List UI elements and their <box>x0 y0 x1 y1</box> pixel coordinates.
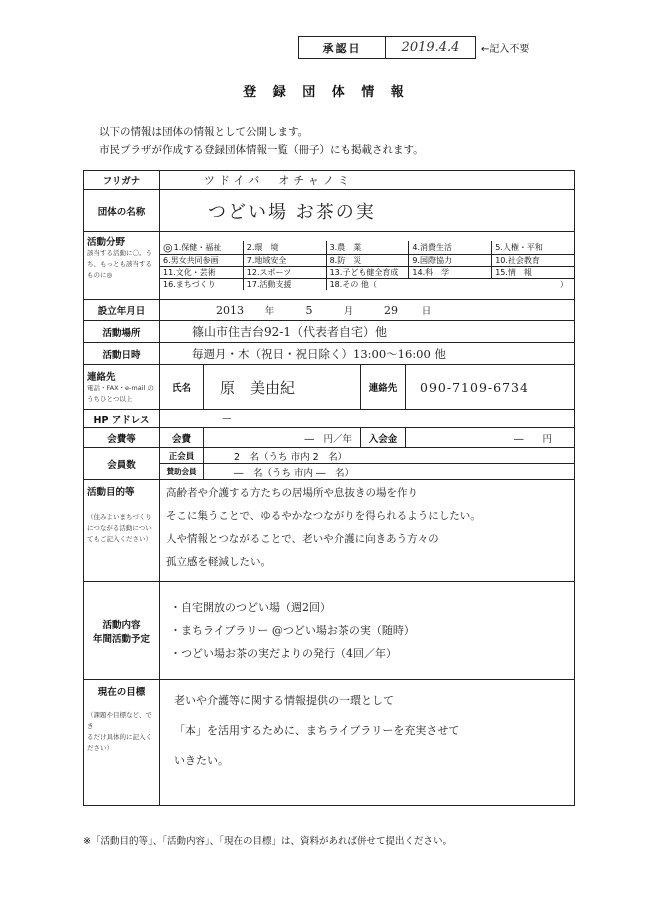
hp-value[interactable]: — <box>160 410 575 428</box>
selected-mark: ◎ <box>163 241 173 254</box>
fields-label: 活動分野 <box>87 237 126 248</box>
fields-note-1: 該当する活動に〇。う <box>87 249 152 257</box>
entry-fee-value[interactable]: ― 円 <box>406 428 575 448</box>
goal-label-cell <box>84 680 160 806</box>
purpose-note-3: てもご記入ください） <box>87 535 152 543</box>
intro-line-2: 市民プラザが作成する登録団体情報一覧（冊子）にも掲載されます。 <box>99 144 424 156</box>
support-member-label: 賛助会員 <box>160 464 204 480</box>
field-option-2[interactable]: 2.環 境 <box>243 241 326 255</box>
founded-value[interactable]: 2013 年 5 月 29 日 <box>160 300 575 321</box>
activity-label-cell <box>84 582 160 680</box>
purpose-label-cell <box>84 480 160 582</box>
person-name-label: 氏名 <box>160 365 204 410</box>
activity-label: 活動内容 <box>102 619 141 631</box>
place-label: 活動場所 <box>84 321 160 343</box>
registration-form-table <box>83 170 575 806</box>
contact-note-2: うちひとつ以上 <box>87 395 133 403</box>
field-option-10[interactable]: 10.社会教育 <box>491 255 574 267</box>
footer-note: ※「活動目的等」、「活動内容」、「現在の目標」は、資料があれば併せて提出ください。 <box>83 836 452 847</box>
purpose-note-1: （住みよいまちづくり <box>87 513 152 521</box>
intro-line-1: 以下の情報は団体の情報として公開します。 <box>99 126 309 138</box>
goal-note-2: るだけ具体的に記入く <box>87 733 152 741</box>
person-name-value[interactable]: 原 美由紀 <box>204 365 361 410</box>
founded-label: 設立年月日 <box>84 300 160 321</box>
approval-date-value: 2019.4.4 <box>401 40 460 55</box>
field-option-5[interactable]: 5.人権・平和 <box>491 241 574 255</box>
contact-label: 連絡先 <box>87 372 116 383</box>
hp-label: HP アドレス <box>84 410 160 428</box>
members-label: 会員数 <box>84 448 160 480</box>
field-option-18-other[interactable]: 18.その 他（ ） <box>326 279 574 290</box>
field-option-13[interactable]: 13.子ども健全育成 <box>326 267 409 279</box>
purpose-label: 活動目的等 <box>87 487 135 498</box>
field-option-16[interactable]: 16.まちづくり <box>163 280 216 289</box>
field-option-4[interactable]: 4.消費生活 <box>408 241 491 255</box>
page-title: 登 録 団 体 情 報 <box>243 85 410 100</box>
entry-fee-label: 入会金 <box>361 428 406 448</box>
fields-grid-cell <box>160 232 575 300</box>
regular-member-value[interactable]: 2 名（うち 市内 2 名） <box>204 448 575 464</box>
goal-label: 現在の目標 <box>97 687 146 698</box>
annual-plan-label: 年間活動予定 <box>92 633 150 645</box>
field-option-6[interactable]: 6.男女共同参画 <box>160 255 243 267</box>
furigana-label: フリガナ <box>84 171 160 190</box>
purpose-text[interactable]: 高齢者や介護する方たちの居場所や息抜きの場を作り そこに集うことで、ゆるやかなつながりを得られるようにしたい。 人や情報とつながることで、老いや介護に向きあう方々の 孤立感を軽減したい。 <box>160 480 575 582</box>
datetime-label: 活動日時 <box>84 343 160 365</box>
field-option-7[interactable]: 7.地域安全 <box>243 255 326 267</box>
approval-date-box <box>298 36 476 59</box>
contact-label-cell <box>84 365 160 410</box>
phone-value[interactable]: 090-7109-6734 <box>406 365 575 410</box>
place-value[interactable]: 篠山市住吉台92-1（代表者自宅）他 <box>160 321 575 343</box>
goal-text[interactable]: 老いや介護等に関する情報提供の一環として 「本」を活用するために、まちライブラリーを充実させて いきたい。 <box>160 680 575 806</box>
fee-sub-label: 会費 <box>160 428 204 448</box>
datetime-value[interactable]: 毎週月・木（祝日・祝日除く）13:00〜16:00 他 <box>160 343 575 365</box>
field-option-9[interactable]: 9.国際協力 <box>408 255 491 267</box>
phone-label: 連絡先 <box>361 365 406 410</box>
approval-date-label: 承認日 <box>299 37 386 58</box>
furigana-value[interactable]: ツドイバ オチャノミ <box>160 171 575 190</box>
fields-note-3: ものに◎ <box>87 271 113 279</box>
org-name-label: 団体の名称 <box>84 190 160 232</box>
fields-grid <box>160 241 574 290</box>
regular-member-label: 正会員 <box>160 448 204 464</box>
no-entry-note: ←記入不要 <box>481 44 530 55</box>
activity-text[interactable]: ・自宅開放のつどい場（週2回） ・まちライブラリー @つどい場お茶の実（随時） ・つどい場お茶の実だよりの発行（4回／年） <box>160 582 575 680</box>
support-member-value[interactable]: ― 名（うち 市内 ― 名） <box>204 464 575 480</box>
field-option-1[interactable]: ◎ 1.保健・福祉 <box>160 241 243 255</box>
purpose-note-2: につながる活動につい <box>87 524 152 532</box>
goal-note-3: ださい） <box>87 744 113 752</box>
field-option-12[interactable]: 12.スポーツ <box>243 267 326 279</box>
field-option-8[interactable]: 8.防 災 <box>326 255 409 267</box>
fields-label-cell <box>84 232 160 300</box>
field-option-11[interactable]: 11.文化・芸術 <box>160 267 243 279</box>
field-option-15[interactable]: 15.情 報 <box>491 267 574 279</box>
field-option-3[interactable]: 3.農 業 <box>326 241 409 255</box>
goal-note-1: （課題や目標など、でき <box>87 711 152 730</box>
field-option-17[interactable]: 17.活動支援 <box>243 279 326 290</box>
contact-note-1: 電話・FAX・e-mail の <box>87 384 154 392</box>
field-option-14[interactable]: 14.科 学 <box>408 267 491 279</box>
org-name-value[interactable]: つどい場 お茶の実 <box>160 190 575 232</box>
fee-value[interactable]: ― 円／年 <box>204 428 361 448</box>
fee-label: 会費等 <box>84 428 160 448</box>
fields-note-2: ち、もっとも該当する <box>87 260 152 268</box>
